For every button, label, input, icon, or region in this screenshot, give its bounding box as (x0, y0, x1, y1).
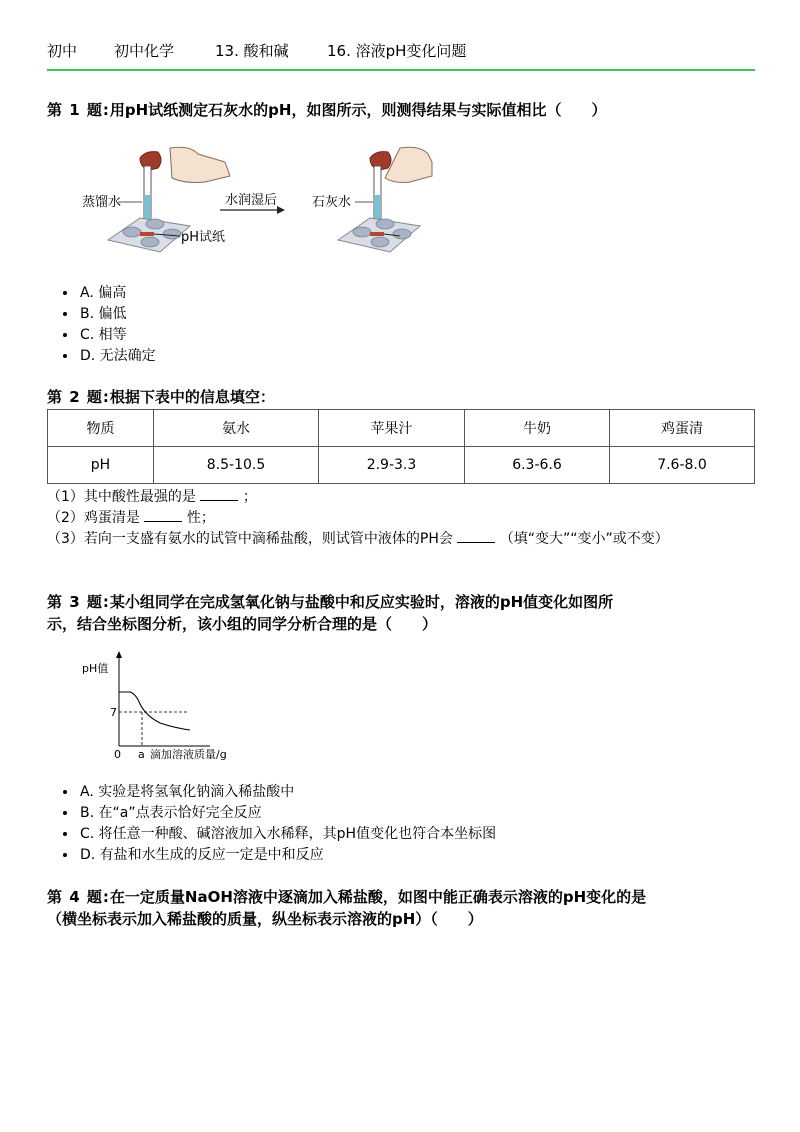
x-axis-label: 滴加溶液质量/g (150, 748, 227, 761)
y-tick-label: 7 (110, 706, 117, 719)
paper-label: pH试纸 (181, 230, 226, 245)
option-a[interactable]: • A. 实验是将氢氧化钠滴入稀盐酸中 (78, 782, 496, 803)
sub-question-text: （1）其中酸性最强的是 (47, 489, 196, 505)
sub-question-text: （3）若向一支盛有氨水的试管中滴稀盐酸，则试管中液体的PH会 (47, 531, 453, 547)
question-3-options (60, 782, 496, 866)
header-divider (47, 69, 755, 71)
question-text: 示，结合坐标图分析，该小组的同学分析合理的是（ ） (47, 615, 438, 633)
option-c[interactable]: • C. 相等 (78, 325, 156, 346)
question-1-options (60, 283, 156, 367)
table-cell: 6.3-6.6 (465, 447, 610, 484)
breadcrumb (47, 40, 466, 61)
table-cell: pH (48, 447, 154, 484)
question-1-stem (47, 99, 757, 121)
question-number: 第 4 题: (47, 888, 110, 906)
table-cell: 物质 (48, 410, 154, 447)
option-d[interactable]: • D. 有盐和水生成的反应一定是中和反应 (78, 845, 496, 866)
option-b[interactable]: • B. 偏低 (78, 304, 156, 325)
table-cell: 牛奶 (465, 410, 610, 447)
sub-question-text: ； (242, 489, 257, 505)
option-b[interactable]: • B. 在“a”点表示恰好完全反应 (78, 803, 496, 824)
question-1-figure (80, 140, 440, 269)
sub-question-text: （填“变大”“变小”或不变） (499, 531, 669, 547)
table-cell: 氨水 (154, 410, 319, 447)
x-tick-label: a (138, 748, 145, 761)
question-3-graph (80, 650, 270, 769)
breadcrumb-chapter[interactable]: 13. 酸和碱 (215, 42, 289, 60)
option-c[interactable]: • C. 将任意一种酸、碱溶液加入水稀释，其pH值变化也符合本坐标图 (78, 824, 496, 845)
ph-table (47, 409, 755, 484)
left-label: 蒸馏水 (82, 195, 122, 210)
right-apparatus (338, 147, 432, 252)
sub-question-2 (47, 507, 755, 529)
answer-blank[interactable] (457, 528, 495, 543)
question-2-stem (47, 386, 757, 408)
table-cell: 2.9-3.3 (319, 447, 465, 484)
question-3-stem (47, 591, 757, 635)
question-text: 在一定质量NaOH溶液中逐滴加入稀盐酸，如图中能正确表示溶液的pH变化的是 (109, 888, 647, 906)
breadcrumb-subject[interactable]: 初中化学 (114, 42, 175, 60)
table-cell: 7.6-8.0 (610, 447, 755, 484)
question-number: 第 1 题: (47, 101, 110, 119)
origin-label: 0 (114, 748, 121, 761)
ph-curve (119, 692, 190, 730)
breadcrumb-level[interactable]: 初中 (47, 42, 78, 60)
breadcrumb-topic[interactable]: 16. 溶液pH变化问题 (327, 42, 467, 60)
option-d[interactable]: • D. 无法确定 (78, 346, 156, 367)
arrow-label: 水润湿后 (225, 193, 278, 208)
question-text: 根据下表中的信息填空： (109, 388, 275, 406)
option-a[interactable]: • A. 偏高 (78, 283, 156, 304)
right-label: 石灰水 (312, 195, 352, 210)
sub-question-1 (47, 486, 755, 508)
table-cell: 鸡蛋清 (610, 410, 755, 447)
answer-blank[interactable] (200, 486, 238, 501)
table-header-row (48, 410, 755, 447)
question-text: 用pH试纸测定石灰水的pH，如图所示，则测得结果与实际值相比（ ） (109, 101, 607, 119)
table-cell: 苹果汁 (319, 410, 465, 447)
y-axis-label: pH值 (82, 662, 109, 675)
answer-blank[interactable] (144, 507, 182, 522)
question-text: （横坐标表示加入稀盐酸的质量，纵坐标表示溶液的pH）（ ） (47, 910, 483, 928)
table-cell: 8.5-10.5 (154, 447, 319, 484)
question-4-stem (47, 886, 757, 930)
question-number: 第 2 题: (47, 388, 110, 406)
question-text: 某小组同学在完成氢氧化钠与盐酸中和反应实验时，溶液的pH值变化如图所 (109, 593, 614, 611)
sub-question-text: 性； (186, 510, 215, 526)
question-number: 第 3 题: (47, 593, 110, 611)
sub-question-text: （2）鸡蛋清是 (47, 510, 140, 526)
sub-question-3 (47, 528, 755, 550)
table-row (48, 447, 755, 484)
